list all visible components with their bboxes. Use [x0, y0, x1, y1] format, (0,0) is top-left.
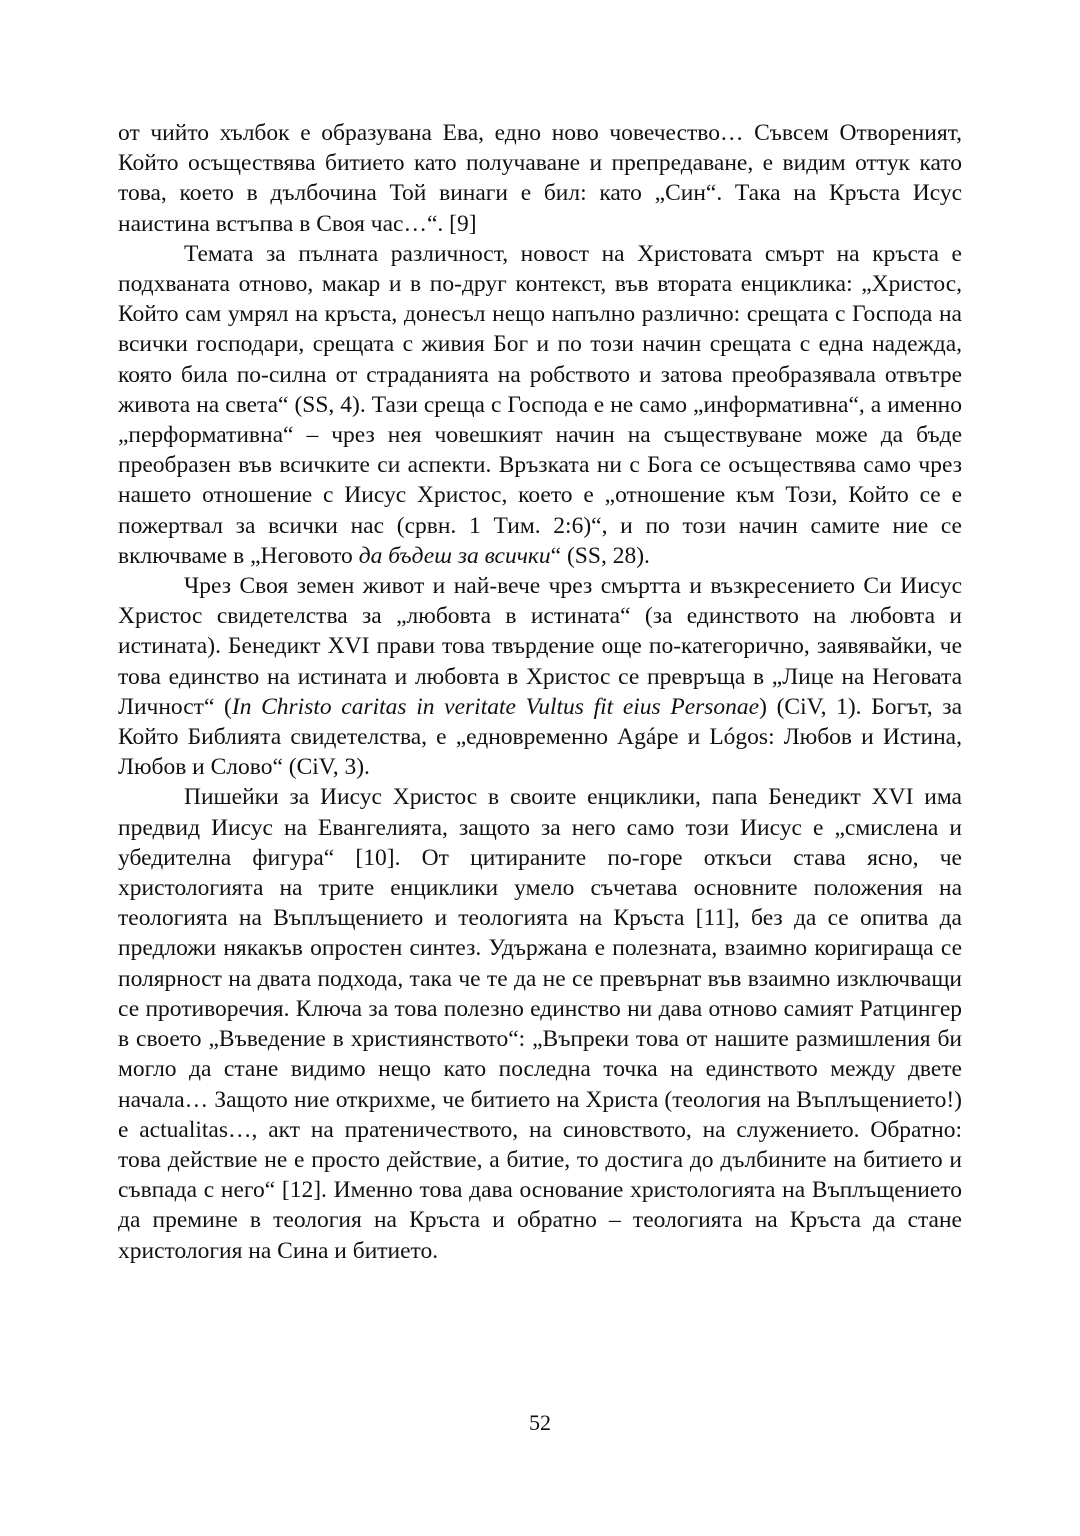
paragraph-1: [118, 118, 962, 239]
paragraph-3: [118, 571, 962, 782]
paragraph-3-latin-quote: In Christo caritas in veritate Vultus fit eius Personae: [231, 693, 760, 720]
paragraph-1-text: от чийто хълбок е образувана Ева, едно ново човечество… Съвсем Отвореният, Който осъществява битието като получаване и препредаване, е видим оттук като това, което в дълбочина Той винаги е бил: като „Син“. Така на Кръста Исус наистина встъпва в Своя час…“. [9]: [118, 120, 962, 237]
paragraph-3-text-a: Чрез Своя земен живот и най-вече чрез смъртта и възкресението Си Иисус Христос свидетелства за „любовта в истината“ (за единството на любовта и истината). Бенедикт XVI прави това твърдение още по-категорично, заявявайки, че това единство на истината и любовта в Христос се превръща в „Лице на Неговата Личност“ (: [118, 573, 962, 720]
paragraph-2-text-b: “ (SS, 28).: [550, 542, 650, 569]
paragraph-4: [118, 782, 962, 1265]
paragraph-3-text-b: ) (CiV, 1). Богът, за Който Библията свидетелства, е „едновременно Agápe и Lógos: Любов и Истина, Любов и Слово“ (CiV, 3).: [118, 693, 963, 781]
paragraph-2-text-a: Темата за пълната различност, новост на Христовата смърт на кръста е подхваната отново, макар и в по-друг контекст, във втората енциклика: „Христос, Който сам умрял на кръста, донесъл нещо напълно различно: срещата с Господа на всички господари, срещата с живия Бог и по този начин срещата с една надежда, която била по-силна от страданията на робството и затова преобразявала отвътре живота на света“ (SS, 4). Тази среща с Господа е не само „информативна“, а именно „перформативна“ – чрез нея човешкият начин на съществуване може да бъде преобразен във всичките си аспекти. Връзката ни с Бога се осъществява само чрез нашето отношение с Иисус Христос, което е „отношение към Този, Който се е пожертвал за всички нас (срвн. 1 Тим. 2:6)“, и по този начин самите ние се включваме в „Неговото: [118, 240, 962, 569]
page-number: 52: [529, 1410, 551, 1435]
paragraph-2-italic-phrase: да бъдеш за всички: [358, 542, 551, 569]
paragraph-4-text: Пишейки за Иисус Христос в своите енциклики, папа Бенедикт XVI има предвид Иисус на Евангелията, защото за него само този Иисус е „смислена и убедителна фигура“ [10]. От цитираните по-горе откъси става ясно, че христологията на трите енциклики умело съчетава основните положения на теологията на Въплъщението и теологията на Кръста [11], без да се опитва да предложи някакъв опростен синтез. Удържана е полезната, взаимно коригираща се полярност на двата подхода, така че те да не се превърнат във взаимно изключващи се противоречия. Ключа за това полезно единство ни дава отново самият Ратцингер в своето „Въведение в християнството“: „Въпреки това от нашите размишления би могло да стане видимо нещо като последна точка на единството между двете начала… Защото ние открихме, че битието на Христа (теология на Въплъщението!) е actualitas…, акт на пратеничеството, на синовството, на служението. Обратно: това действие не е просто действие, а битие, то достига до дълбините на битието и съвпада с него“ [12]. Именно това дава основание христологията на Въплъщението да премине в теология на Кръста и обратно – теологията на Кръста да стане христология на Сина и битието.: [118, 784, 962, 1264]
paragraph-2: [118, 239, 962, 571]
page-body-text: [118, 118, 962, 1266]
